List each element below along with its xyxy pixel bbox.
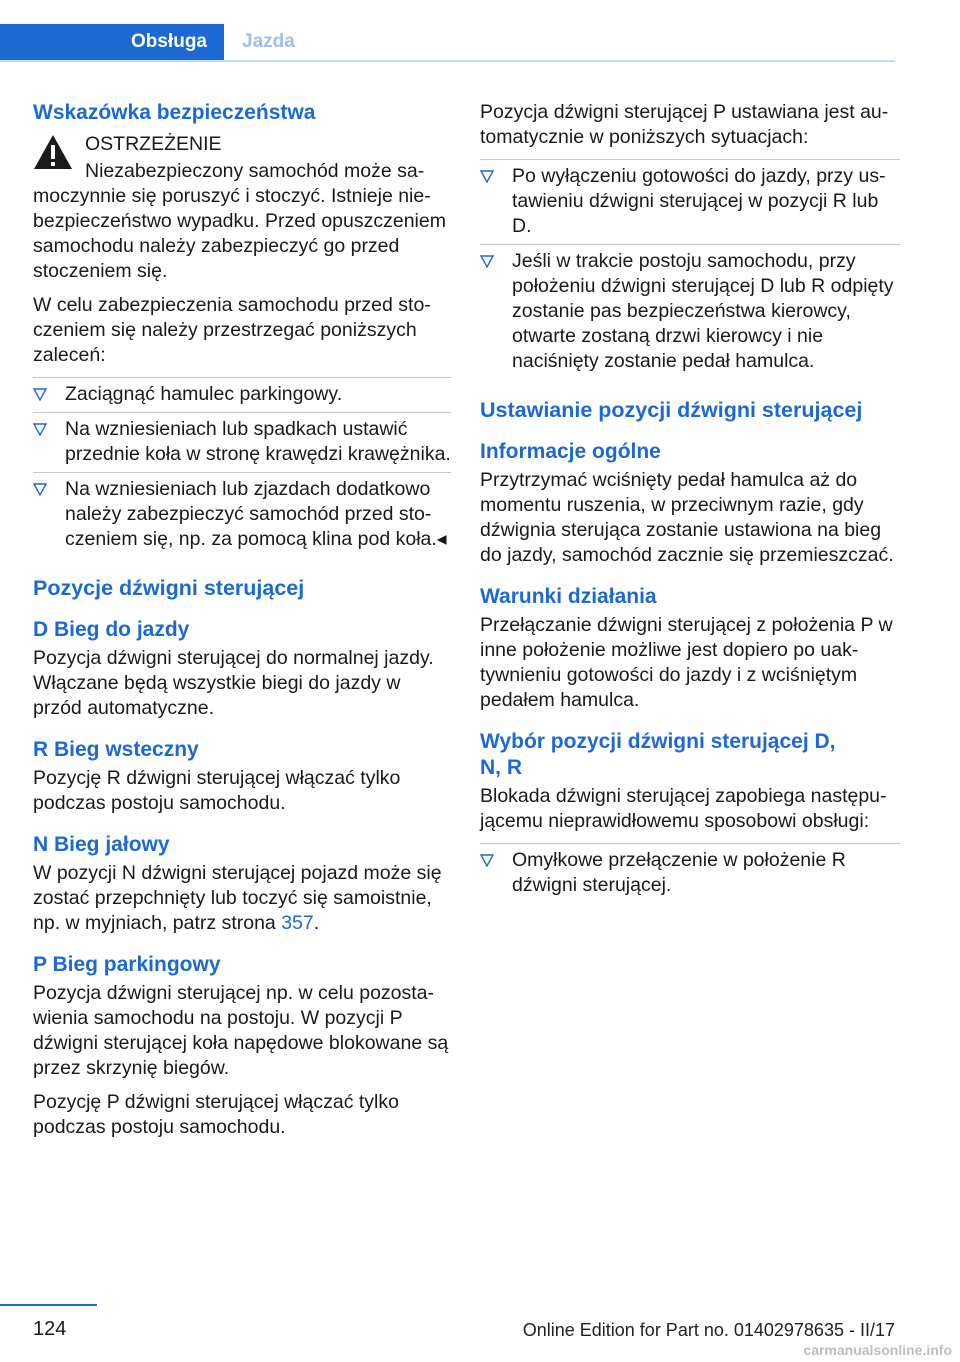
select-text: Blokada dźwigni sterującej zapobiega następującemu nieprawidłowemu sposobowi obsługi: — [480, 785, 887, 832]
warning-triangle-icon — [33, 134, 73, 170]
tab-obsluga[interactable] — [0, 24, 224, 60]
auto-p-list — [480, 159, 900, 379]
page-link[interactable]: 357 — [281, 912, 314, 934]
p-text-1: Pozycja dźwigni sterującej np. w celu pozostawienia samochodu na postoju. W pozycji P dźwigni sterującej koła napędowe blokowane są przez skrzynię biegów. — [33, 982, 449, 1079]
d-heading: D Bieg do jazdy — [33, 618, 190, 641]
setting-heading: Ustawianie pozycji dźwigni sterującej — [480, 398, 863, 422]
select-heading: Wybór pozycji dźwigni sterującej D, N, R — [480, 730, 836, 779]
tab-jazda[interactable] — [242, 24, 295, 60]
left-column — [33, 100, 451, 1149]
list-item-text: Omyłkowe przełączenie w położenie R dźwigni sterującej. — [512, 849, 846, 896]
n-heading: N Bieg jałowy — [33, 833, 170, 856]
prevent-list — [33, 377, 451, 557]
bullet-triangle-icon — [480, 169, 494, 183]
warning-title: OSTRZEŻENIE — [85, 133, 222, 155]
auto-p-text: Pozycja dźwigni sterującej P ustawiana jest automatycznie w poniższych sytuacjach: — [480, 101, 889, 148]
tab-obsluga-label: Obsługa — [130, 31, 207, 52]
list-item-text: Na wzniesieniach lub zjazdach dodatkowo należy zabezpieczyć samochód przed stoczeniem się, np. za pomocą klina pod koła.◂ — [65, 478, 447, 550]
general-heading: Informacje ogólne — [480, 440, 661, 463]
warning-body — [33, 159, 451, 284]
conditions-text: Przełączanie dźwigni sterującej z położenia P w inne położenie możliwe jest dopiero po uaktywnieniu gotowości do jazdy i z wciśniętym pedałem hamulca. — [480, 614, 893, 711]
header-tabs — [0, 24, 895, 62]
bullet-triangle-icon — [480, 254, 494, 268]
select-list — [480, 843, 900, 903]
conditions-heading: Warunki działania — [480, 585, 657, 608]
tab-jazda-label: Jazda — [242, 31, 295, 52]
r-text: Pozycję R dźwigni sterującej włączać tylko podczas postoju samochodu. — [33, 767, 401, 814]
list-item — [33, 473, 451, 557]
bullet-triangle-icon — [33, 482, 47, 496]
list-item — [33, 413, 451, 473]
p-heading: P Bieg parkingowy — [33, 953, 221, 976]
bullet-triangle-icon — [33, 422, 47, 436]
positions-heading: Pozycje dźwigni sterującej — [33, 576, 305, 600]
list-item-text: Na wzniesieniach lub spadkach ustawić przednie koła w stronę krawędzi krawężnika. — [65, 418, 451, 465]
n-text-end: . — [313, 912, 320, 934]
warning-block — [33, 132, 451, 284]
bullet-triangle-icon — [33, 387, 47, 401]
list-item — [480, 844, 900, 903]
list-item-text: Jeśli w trakcie postoju samochodu, przy położeniu dźwigni sterującej D lub R odpięty zostanie pas bezpieczeństwa kierowcy, otwarte zostaną drzwi kierowcy i nie naciśnięty zostanie pedał hamulca. — [512, 250, 894, 372]
list-item — [480, 160, 900, 245]
list-item-text: Po wyłączeniu gotowości do jazdy, przy ustawieniu dźwigni sterującej w pozycji R lub D. — [512, 165, 886, 237]
right-column — [480, 100, 900, 911]
page-number-rule — [0, 1304, 97, 1306]
d-text: Pozycja dźwigni sterującej do normalnej jazdy. Włączane będą wszystkie biegi do jazdy w przód automatyczne. — [33, 647, 434, 719]
page-number: 124 — [33, 1318, 67, 1340]
bullet-triangle-icon — [480, 853, 494, 867]
general-text: Przytrzymać wciśnięty pedał hamulca aż do momentu ruszenia, w przeciwnym razie, gdy dźwignia sterująca zostanie ustawiona na bieg do jazdy, samochód zacznie się przemieszczać. — [480, 469, 894, 566]
r-heading: R Bieg wsteczny — [33, 738, 199, 761]
warning-body-text: Niezabezpieczony samochód może samoczynnie się poruszyć i stoczyć. Istnieje niebezpieczeństwo wypadku. Przed opuszczeniem samochodu należy zabezpieczyć go przed stoczeniem się. — [33, 160, 446, 282]
edition-footer: Online Edition for Part no. 01402978635 - II/17 — [522, 1320, 895, 1340]
p-text-2: Pozycję P dźwigni sterującej włączać tylko podczas postoju samochodu. — [33, 1091, 399, 1138]
watermark: carmanualsonline.info — [803, 1342, 952, 1358]
n-text-body: W pozycji N dźwigni sterującej pojazd może się zostać przepchnięty lub toczyć się samoistnie, np. w myjniach, patrz strona — [33, 862, 442, 934]
prevent-paragraph: W celu zabezpieczenia samochodu przed stoczeniem się należy przestrzegać poniższych zaleceń: — [33, 294, 431, 366]
header-divider — [0, 60, 895, 62]
n-text — [33, 861, 451, 936]
safety-heading: Wskazówka bezpieczeństwa — [33, 101, 316, 124]
list-item-text: Zaciągnąć hamulec parkingowy. — [65, 383, 343, 405]
list-item — [480, 245, 900, 379]
list-item — [33, 378, 451, 413]
